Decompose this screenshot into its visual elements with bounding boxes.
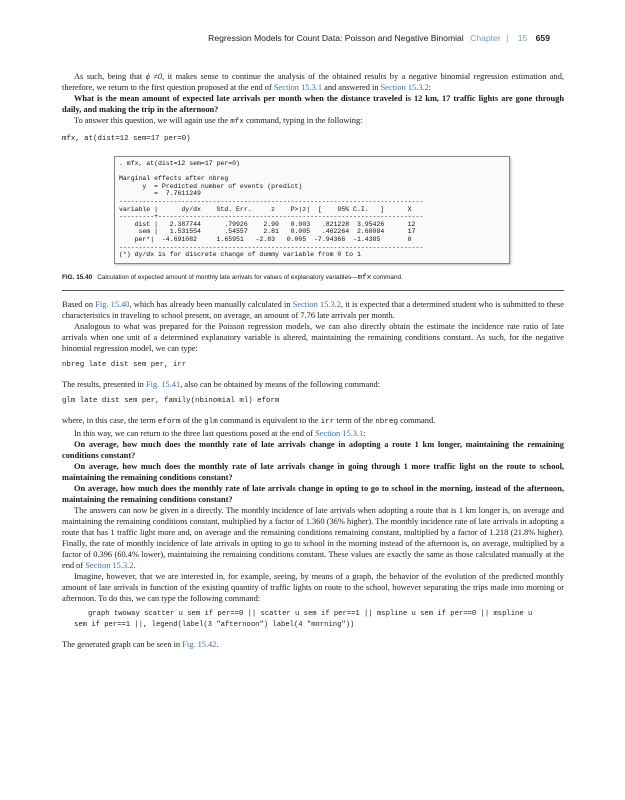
running-header (0, 33, 625, 45)
paragraph-analogous: Analogous to what was prepared for the Poisson regression models, we can also directly obtain the estimate the incidence rate ratio of late arrivals when one unit of a determined explanatory variable is altered, maintaining the remaining conditions constant. As such, for the negative binomial regression model, we can type: (62, 321, 564, 353)
page-body (62, 71, 564, 650)
code-line-2: sem if per==1 ||, legend(label(3 "afternoon") label(4 "morning")) (74, 620, 355, 629)
figure-15-40 (62, 156, 564, 291)
code-line-1: graph twoway scatter u sem if per==0 || scatter u sem if per==1 || mspline u sem if per==0 || mspline u (88, 609, 533, 618)
paragraph-mfx: To answer this question, we will again use the mfx command, typing in the following: (74, 116, 363, 126)
link-section-15-3-2b[interactable]: Section 15.3.2 (292, 299, 341, 309)
question-3: On average, how much does the monthly rate of late arrivals change in going through 1 more traffic light on the route to school, maintaining the remaining conditions constant? (62, 461, 564, 482)
header-chapter-number: 15 (517, 33, 528, 43)
paragraph-where: where, in this case, the term eform of the glm command is equivalent to the irr term of the nbreg command. (62, 415, 436, 426)
code-glm-eform: glm late dist sem per, family(nbinomial ml) eform (62, 396, 280, 405)
code-nbreg-irr: nbreg late dist sem per, irr (62, 360, 187, 369)
header-inner (208, 33, 550, 43)
question-1: What is the mean amount of expected late arrivals per month when the distance traveled is 12 km, 17 traffic lights are gone through daily, and making the trip in the afternoon? (62, 94, 564, 114)
caption-divider (62, 290, 564, 291)
question-4: On average, how much does the monthly rate of late arrivals change in opting to go to school in the morning, instead of the afternoon, maintaining the remaining conditions constant? (62, 483, 564, 504)
stata-output-panel (114, 156, 510, 264)
caption-tail: command. (371, 273, 403, 281)
link-fig-15-40[interactable]: Fig. 15.40 (95, 299, 130, 309)
question-2: On average, how much does the monthly rate of late arrivals change in adopting a route 1 km longer, maintaining the remaining conditions constant? (62, 439, 564, 460)
page-number: 659 (535, 33, 550, 43)
header-separator: | (506, 33, 509, 43)
paragraph-generated: The generated graph can be seen in Fig. 15.42. (62, 639, 219, 649)
stata-output-text: . mfx, at(dist=12 sem=17 per=0) Marginal effects after nbreg y = Predicted number of events (predict) = 7.7611249 ------------------------------------------------------------------------------ variable | dy/dx Std. Err. z P>|z| [ 95% C.I. ] X ---------+-------------------------------------------------------------------- dist | 2.387744 .79926 2.99 0.003 .821228 3.95426 12 sem | 1.531554 .54557 2.81 0.005 .462264 2.60084 17 per*| -4.691082 1.65951 -2.83 0.005 -7.94366 -1.4385 0 ------------------------------------------------------------------------------ (*) dy/dx is for discrete change of dummy variable from 0 to 1 (119, 160, 424, 259)
link-section-15-3-1[interactable]: Section 15.3.1 (273, 83, 323, 92)
code-inline-mfx: mfx (230, 118, 244, 126)
phi-symbol: ϕ ≠0 (145, 72, 163, 81)
link-fig-15-42[interactable]: Fig. 15.42 (182, 639, 217, 649)
link-fig-15-41[interactable]: Fig. 15.41 (145, 379, 181, 389)
header-title: Regression Models for Count Data: Poisson and Negative Binomial (208, 33, 464, 43)
paragraph-based-on: Based on Fig. 15.40, which has already been manually calculated in Section 15.3.2, it is expected that a determined student who is submitted to these characteristics in traveling to school present, on average, an amount of 7.76 late arrivals per month. (62, 299, 564, 320)
caption-text: Calculation of expected amount of monthly late arrivals for values of explanatory variables— (97, 273, 358, 281)
header-chapter: Chapter (470, 33, 501, 43)
caption-label: FIG. 15.40 (62, 273, 93, 281)
figure-caption (62, 272, 564, 284)
paragraph-results: The results, presented in Fig. 15.41, also can be obtained by means of the following command: (62, 379, 380, 389)
code-mfx-command: mfx, at(dist=12 sem=17 per=0) (62, 135, 191, 143)
link-section-15-3-1b[interactable]: Section 15.3.1 (315, 428, 364, 438)
paragraph-answers: The answers can now be given in a directly. The monthly incidence of late arrivals when adopting a route that is 1 km longer is, on average and maintaining the remaining conditions constant, multiplied by a factor of 1.360 (36% higher). The monthly incidence rate of late arrivals in adopting a route that has 1 traffic light more and, on average and the remaining conditions remaining constant, multiplied by a factor of 1.218 (21.8% higher). Finally, the rate of monthly incidence of late arrivals in opting to go to school in the morning instead of the afternoon is, on average, multiplied by a factor of 0.396 (60.4% lower), maintaining the remaining conditions constant. These values are exactly the same as those calculated manually at the end of Section 15.3.2. (62, 505, 564, 570)
paragraph-return: In this way, we can return to the three last questions posed at the end of Section 15.3.1: (74, 428, 366, 438)
code-graph-twoway (62, 609, 564, 631)
paragraph-intro: As such, being that ϕ ≠0, it makes sense to continue the analysis of the obtained results by a negative binomial regression estimation and, therefore, we return to the first question proposed at the end of Section 15.3.1 and answered in Section 15.3.2: (62, 72, 564, 92)
link-section-15-3-2[interactable]: Section 15.3.2 (380, 83, 429, 92)
link-section-15-3-2c[interactable]: Section 15.3.2 (85, 560, 134, 570)
caption-command: mfx (357, 273, 372, 282)
paragraph-imagine: Imagine, however, that we are interested in, for example, seeing, by means of a graph, the behavior of the evolution of the predicted monthly amount of late arrivals in function of the existing quantity of traffic lights on route to the school, however separating the trips made into morning or afternoon. To do this, we can type the following command: (62, 571, 564, 603)
